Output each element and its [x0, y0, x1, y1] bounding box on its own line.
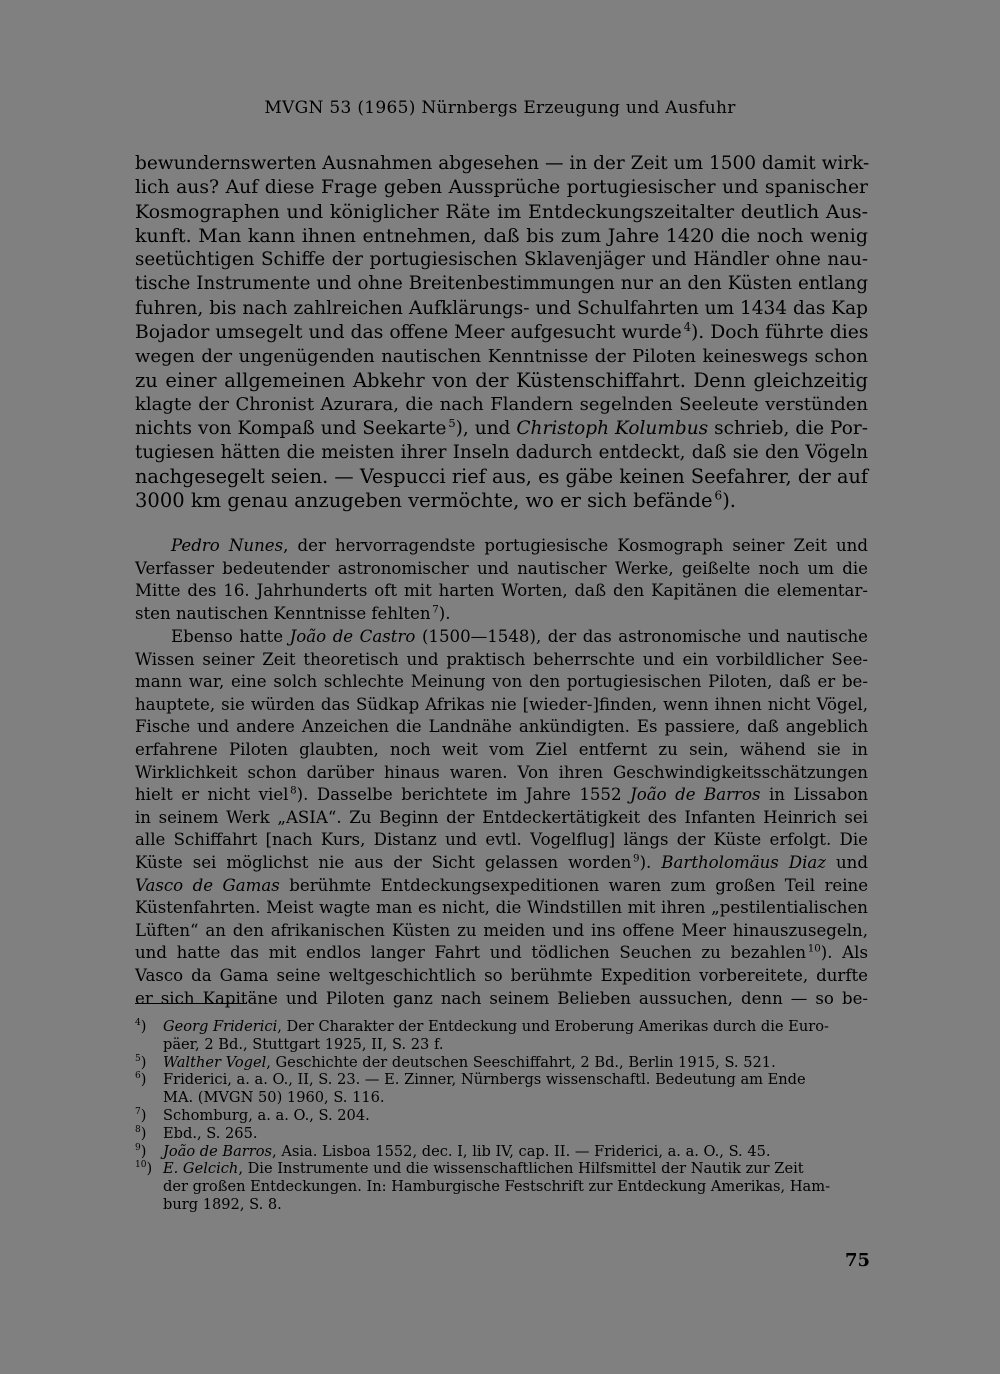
footnote-ref: 10 [807, 942, 821, 955]
text-line: Verfasser bedeutender astronomischer und nautischer Werke, geißelte noch um die [135, 558, 868, 578]
text-line: alle Schiffahrt [nach Kurs, Distanz und evtl. Vogelflug] längs der Küste erfolgt. Die [135, 830, 868, 850]
name-kolumbus: Christoph Kolumbus [516, 418, 709, 440]
page-number: 75 [844, 1250, 870, 1271]
footnote: $^4$) Georg Friderici, Der Charakter der Entdeckung und Eroberung Amerikas durch die Euro- päer, 2 Bd., Stuttgart 1925, II, S. 23 f. [135, 1018, 829, 1053]
paragraph-2 [135, 535, 868, 625]
footnote-number: $^{10}$) [135, 1160, 153, 1178]
text-line: zu einer allgemeinen Abkehr von der Küstenschiffahrt. Denn gleichzeitig [135, 368, 868, 392]
text-line: erfahrene Piloten glaubten, noch weit vom Ziel entfernt zu sein, wähend sie in [135, 739, 868, 759]
text-line: hauptete, sie würden das Südkap Afrikas nie [wieder-]finden, wenn ihnen nicht Vögel, [135, 694, 868, 714]
text-line: seetüchtigen Schiffe der portugiesischen Sklavenjäger und Händler ohne nau- [135, 249, 868, 271]
text-line: tugiesen hätten die meisten ihrer Inseln dadurch entdeckt, daß sie den Vögeln [135, 442, 868, 464]
text-line: hielt er nicht viel $^8$). Dasselbe berichtete im Jahre 1552 João de Barros in Lissabon [135, 784, 869, 805]
text-line: Wissen seiner Zeit theoretisch und praktisch beherrschte und ein vorbildlicher See- [135, 649, 868, 669]
text-line: Lüften“ an den afrikanischen Küsten zu meiden und ins offene Meer hinauszusegeln, [135, 920, 868, 940]
footnote-number: $^8$) [135, 1124, 147, 1142]
text-line: er sich Kapitäne und Piloten ganz nach seinem Belieben aussuchen, denn — so be- [135, 988, 868, 1008]
footnote: $^7$) Schomburg, a. a. O., S. 204. [135, 1106, 370, 1124]
footnote-ref: 4 [683, 319, 691, 334]
footnote-number: $^6$) [135, 1071, 147, 1089]
text-line: nachgesegelt seien. — Vespucci rief aus, es gäbe keinen Seefahrer, der auf [135, 465, 868, 489]
footnotes [135, 1018, 870, 1214]
text-line: Mitte des 16. Jahrhunderts oft mit harten Worten, daß den Kapitänen die elementar- [135, 581, 868, 601]
footnote-ref: 8 [290, 784, 297, 797]
text-line: in seinem Werk „ASIA“. Zu Beginn der Entdeckertätigkeit des Infanten Heinrich sei [135, 807, 868, 827]
text-line: bewundernswerten Ausnahmen abgesehen — in der Zeit um 1500 damit wirk- [135, 153, 870, 174]
text-line: Küste sei möglichst nie aus der Sicht gelassen worden $^9$). Bartholomäus Diaz und [135, 852, 868, 872]
text-line: Fische und andere Anzeichen die Landnähe ankündigten. Es passiere, daß angeblich [135, 717, 868, 737]
footnote: $^8$) Ebd., S. 265. [135, 1124, 258, 1142]
text-line: Vasco da Gama seine weltgeschichtlich so berühmte Expedition vorbereitete, durfte [135, 965, 868, 985]
text-line: Kosmographen und königlicher Räte im Entdeckungszeitalter deutlich Aus- [135, 201, 868, 224]
footnote-ref: 5 [448, 415, 456, 430]
text-line: und hatte das mit endlos langer Fahrt und tödlichen Seuchen zu bezahlen $^{10}$). Als [135, 942, 868, 963]
paragraph-3 [135, 626, 868, 1010]
text-line: Bojador umsegelt und das offene Meer aufgesucht wurde $^4$). Doch führte dies [135, 319, 869, 343]
text-line: kunft. Man kann ihnen entnehmen, daß bis zum Jahre 1420 die noch wenig [135, 225, 868, 248]
running-header: MVGN 53 (1965) Nürnbergs Erzeugung und Ausfuhr [264, 98, 736, 118]
footnote: $^5$) Walther Vogel, Geschichte der deutschen Seeschiffahrt, 2 Bd., Berlin 1915, S. 521. [135, 1053, 776, 1071]
text-line: Küstenfahrten. Meist wagte man es nicht, die Windstillen mit ihren „pestilentialischen [135, 898, 868, 918]
text-line: Ebenso hatte João de Castro (1500—1548), der das astronomische und nautische [171, 627, 868, 646]
text-line: Pedro Nunes, der hervorragendste portugiesische Kosmograph seiner Zeit und [171, 536, 868, 555]
text-line: Vasco de Gamas berühmte Entdeckungsexpeditionen waren zum großen Teil reine [135, 875, 869, 895]
text-line: tische Instrumente und ohne Breitenbestimmungen nur an den Küsten entlang [135, 273, 868, 295]
text-line: wegen der ungenügenden nautischen Kenntnisse der Piloten keineswegs schon [135, 345, 868, 367]
footnote: $^{10}$) E. Gelcich, Die Instrumente und die wissenschaftlichen Hilfsmittel der Nautik zur Zeit der großen Entdeckungen. In: Hamburgische Festschrift zur Entdeckung Amerikas, Ham- burg 1892, S. 8. [135, 1160, 831, 1213]
footnote: $^6$) Friderici, a. a. O., II, S. 23. — E. Zinner, Nürnbergs wissenschaftl. Bedeutung am Ende MA. (MVGN 50) 1960, S. 116. [135, 1071, 806, 1107]
text-line: sten nautischen Kenntnisse fehlten $^7$). [135, 603, 451, 623]
text-line: lich aus? Auf diese Frage geben Aussprüche portugiesischer und spanischer [135, 177, 868, 199]
footnote-separator [135, 1003, 247, 1004]
text-line: fuhren, bis nach zahlreichen Aufklärungs- und Schulfahrten um 1434 das Kap [135, 297, 868, 319]
footnote-number: $^4$) [135, 1018, 147, 1035]
footnote: $^9$) João de Barros, Asia. Lisboa 1552, dec. I, lib IV, cap. II. — Friderici, a. a. O., S. 45. [135, 1142, 771, 1160]
footnote-number: $^5$) [135, 1053, 147, 1071]
text-line: 3000 km genau anzugeben vermöchte, wo er sich befände $^6$). [135, 488, 736, 513]
footnote-ref: 7 [432, 603, 439, 616]
footnote-ref: 9 [633, 852, 640, 865]
footnote-number: $^7$) [135, 1106, 147, 1124]
footnote-number: $^9$) [135, 1142, 147, 1160]
paragraph-1 [135, 152, 868, 513]
text-line: Wirklichkeit schon darüber hinaus waren. Von ihren Geschwindigkeitsschätzungen [135, 762, 868, 782]
text-line: klagte der Chronist Azurara, die nach Flandern segelnden Seeleute verstünden [135, 393, 868, 415]
footnote-ref: 6 [714, 488, 723, 503]
text-line: nichts von Kompaß und Seekarte $^5$), und Christoph Kolumbus schrieb, die Por- [135, 415, 868, 440]
text-line: mann war, eine solch schlechte Meinung von den portugiesischen Piloten, daß er be- [135, 672, 868, 692]
